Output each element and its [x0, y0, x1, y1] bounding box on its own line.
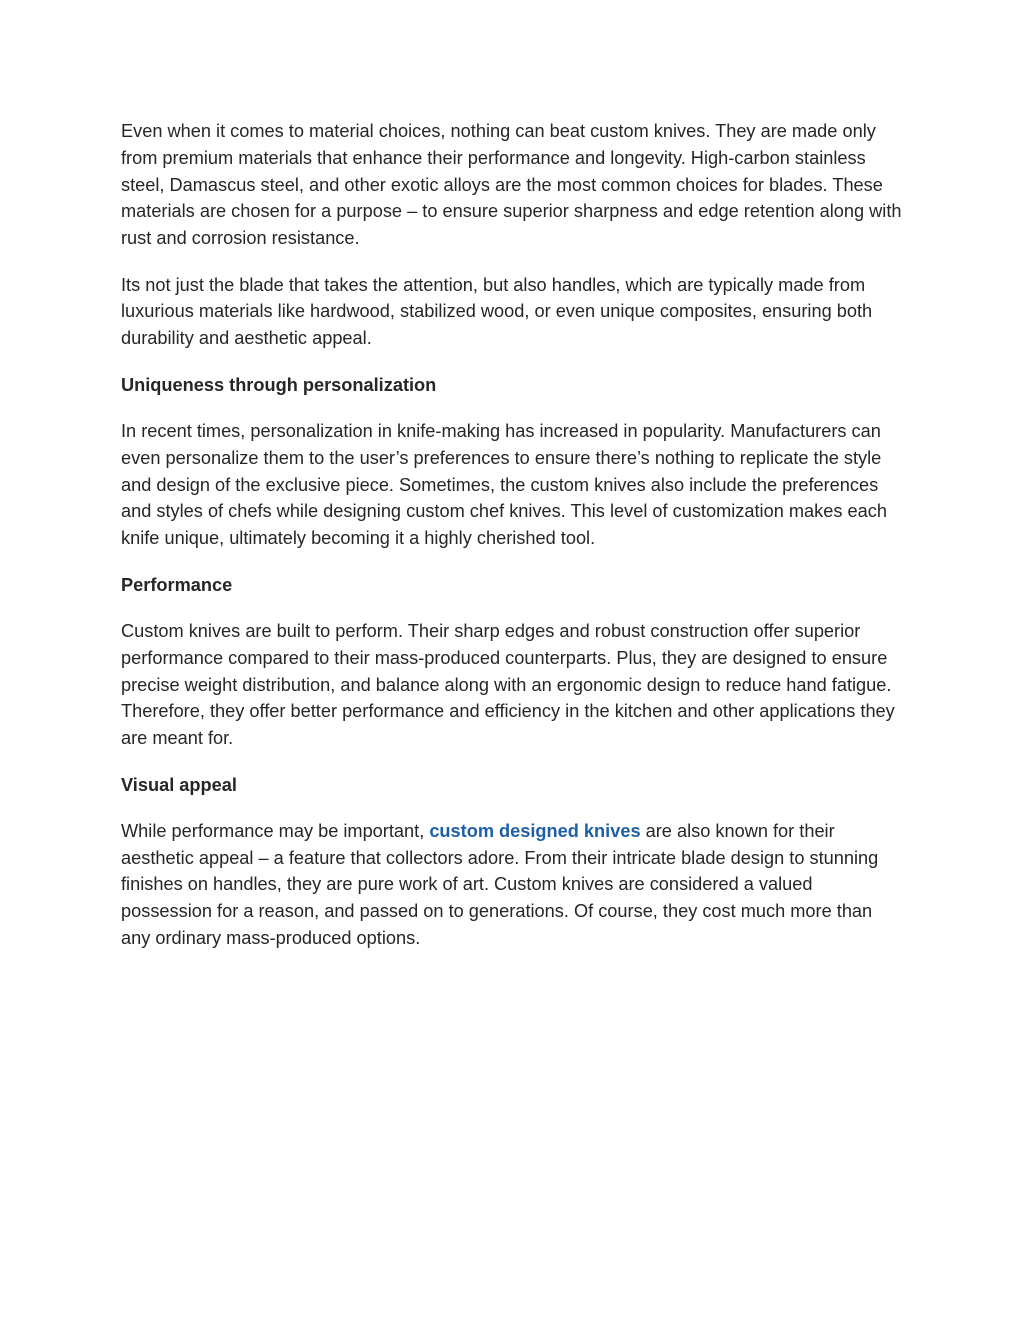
paragraph-handles: Its not just the blade that takes the attention, but also handles, which are typically made from luxurious materials like hardwood, stabilized wood, or even unique composites, ensuring both durability and aesthetic appeal. [121, 274, 873, 349]
paragraph-personalization: In recent times, personalization in knife-making has increased in popularity. Manufacturers can even personalize them to the user’s preferences to ensure there’s nothing to replicate the style and design of the exclusive piece. Sometimes, the custom knives also include the preferences and styles of chefs while designing custom chef knives. This level of customization makes each knife unique, ultimately becoming it a highly cherished tool. [121, 420, 887, 549]
paragraph-performance: Custom knives are built to perform. Their sharp edges and robust construction offer superior performance compared to their mass-produced counterparts. Plus, they are designed to ensure precise weight distribution, and balance along with an ergonomic design to reduce hand fatigue. Therefore, they offer better performance and efficiency in the kitchen and other applications they are meant for. [121, 620, 895, 749]
heading-personalization: Uniqueness through personalization [121, 374, 437, 395]
heading-visual-appeal: Visual appeal [121, 774, 237, 795]
custom-designed-knives-link[interactable]: custom designed knives [429, 820, 641, 841]
paragraph-visual-text-start: While performance may be important, [121, 820, 430, 841]
document-page [121, 118, 906, 971]
paragraph-visual-appeal [121, 818, 906, 952]
heading-performance: Performance [121, 574, 233, 595]
paragraph-materials: Even when it comes to material choices, nothing can beat custom knives. They are made only from premium materials that enhance their performance and longevity. High-carbon stainless steel, Damascus steel, and other exotic alloys are the most common choices for blades. These materials are chosen for a purpose – to ensure superior sharpness and edge retention along with rust and corrosion resistance. [121, 121, 902, 249]
paragraph-visual-text-end: are also known for their aesthetic appeal – a feature that collectors adore. From their intricate blade design to stunning finishes on handles, they are pure work of art. Custom knives are considered a valued possession for a reason, and passed on to generations. Of course, they cost much more than any ordinary mass-produced options. [121, 820, 879, 949]
